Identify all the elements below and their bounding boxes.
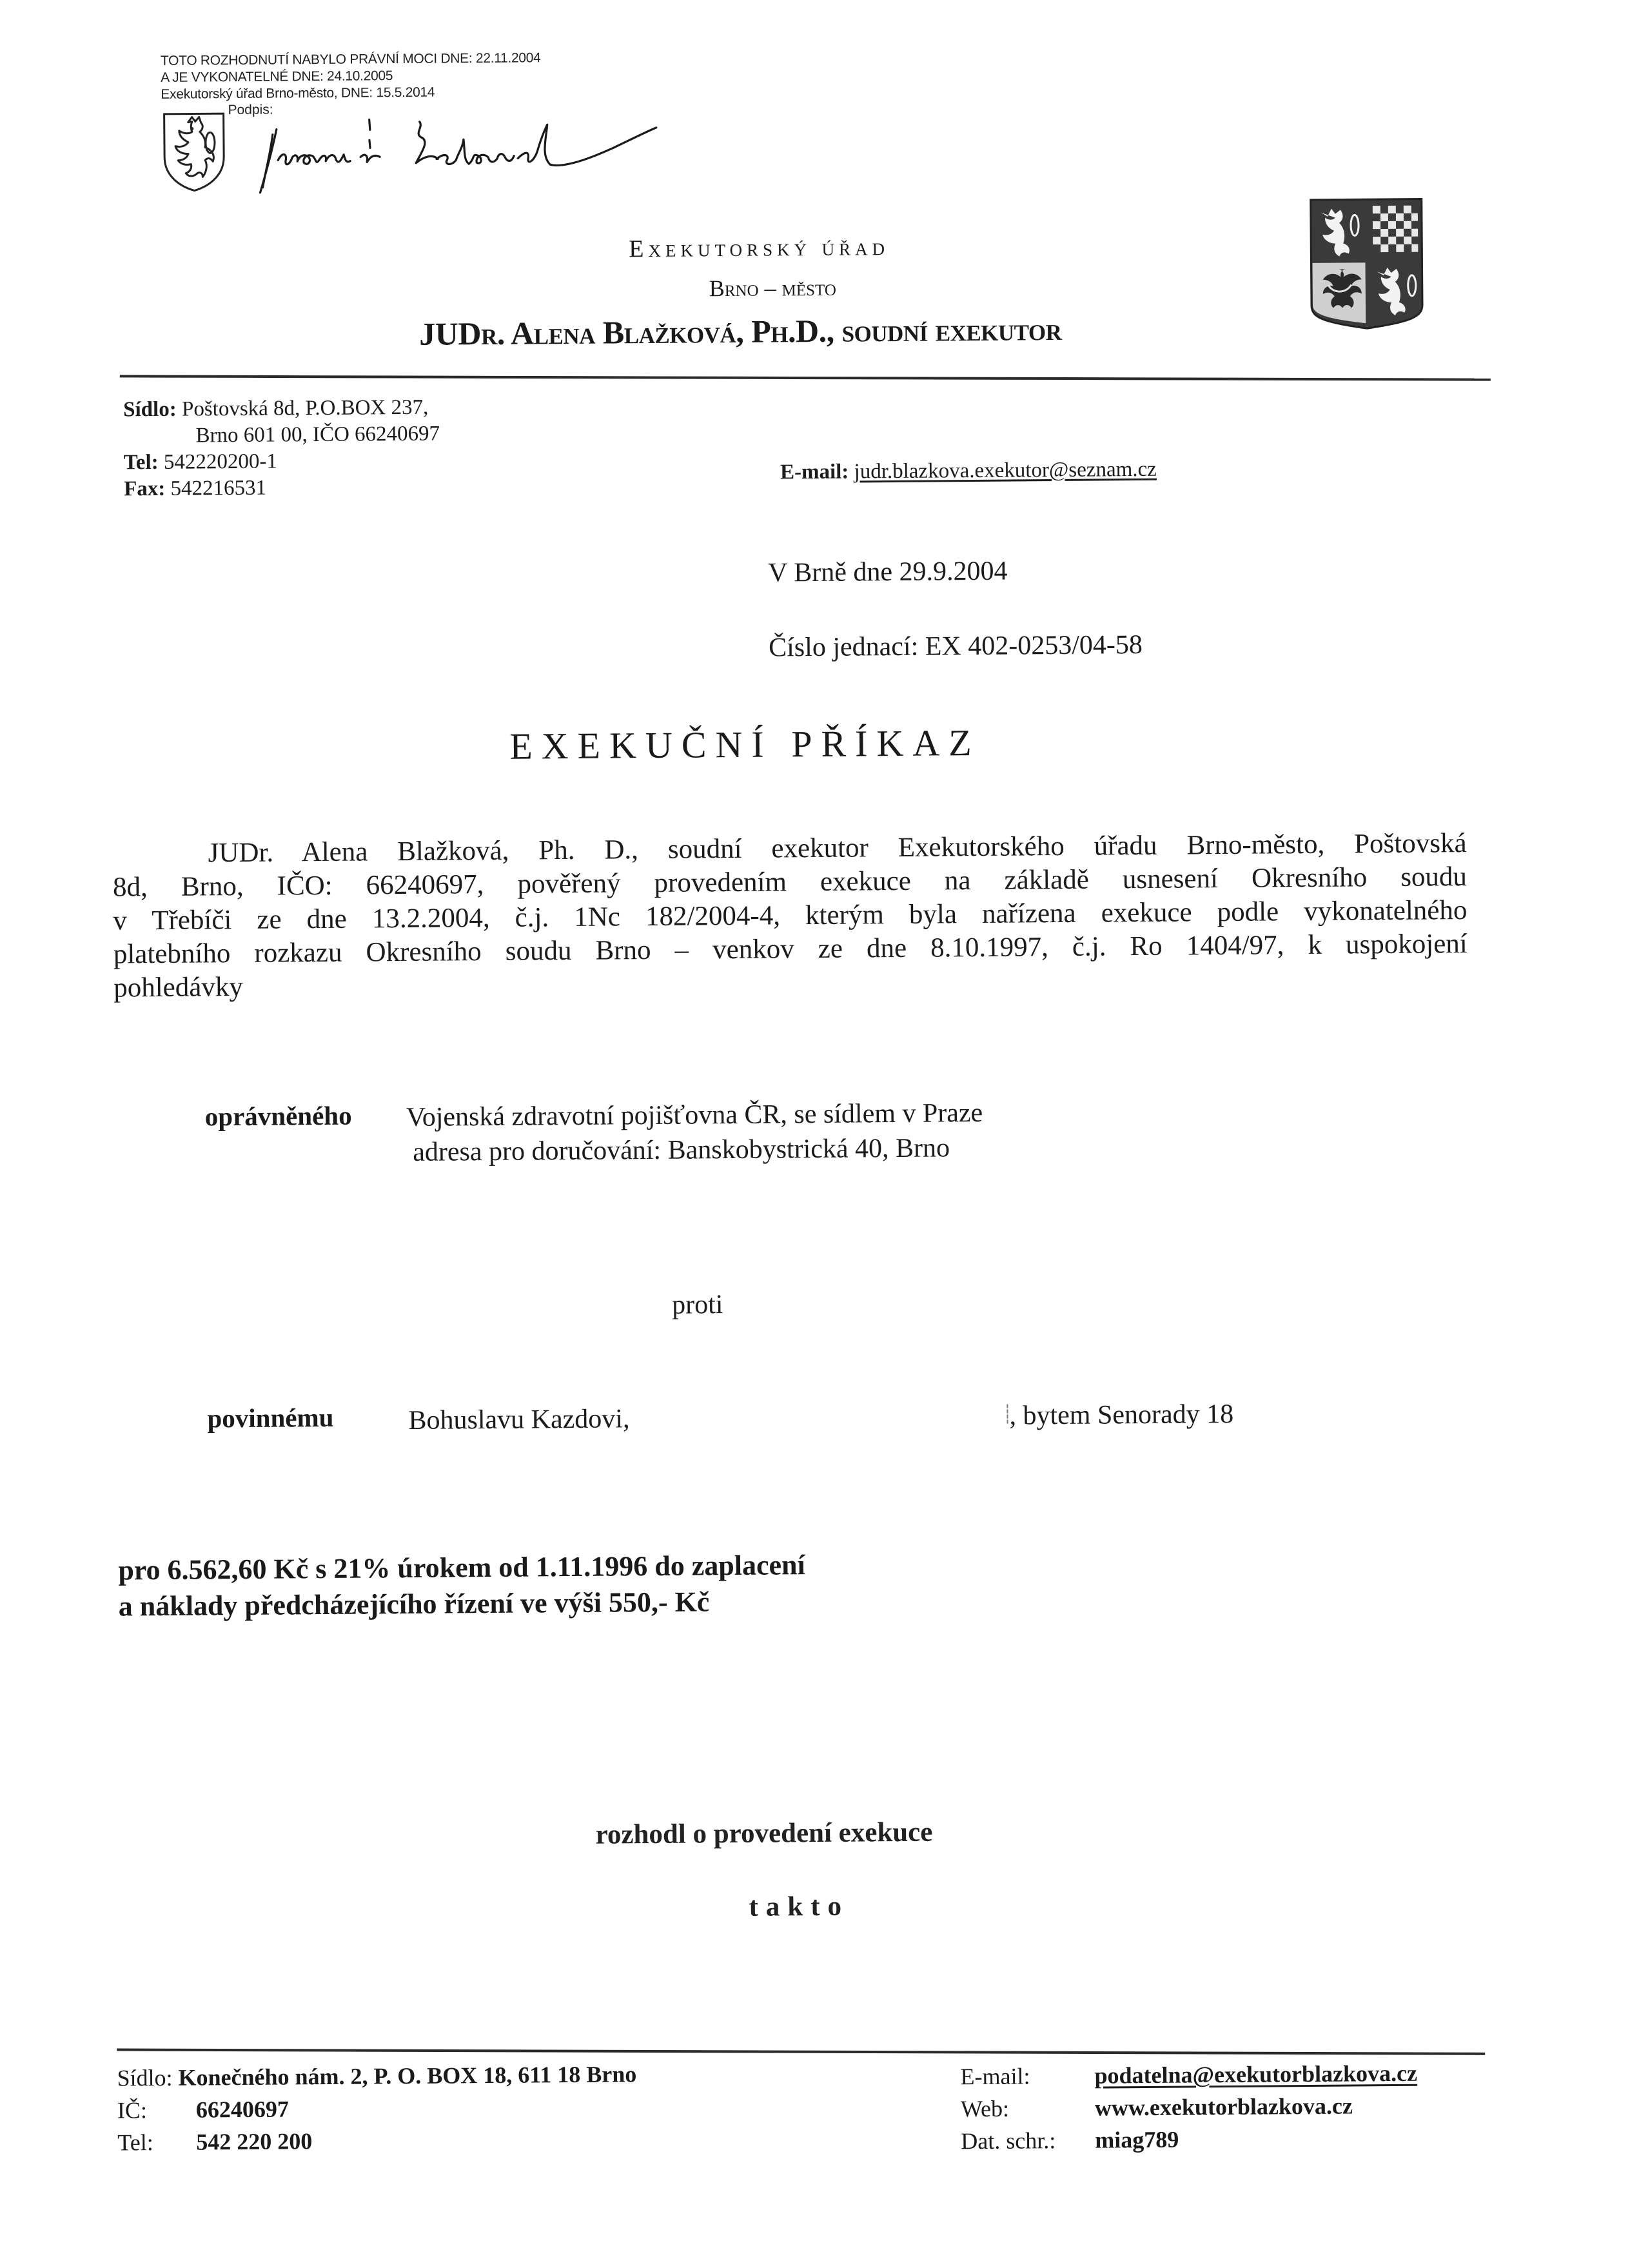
- against-label: proti: [671, 1290, 723, 1320]
- paragraph-line: JUDr. Alena Blažková, Ph. D., soudní exekutor Exekutorského úřadu Brno-město, Poštovská: [208, 828, 1467, 869]
- creditor-name: Vojenská zdravotní pojišťovna ČR, se sídlem v Praze: [406, 1098, 983, 1132]
- footer-databox-row: [961, 2124, 1179, 2157]
- sender-tel-label: Tel:: [123, 450, 159, 475]
- reference-number: Číslo jednací: EX 402-0253/04-58: [768, 629, 1143, 663]
- decision-statement: rozhodl o provedení exekuce: [595, 1817, 933, 1850]
- footer-email-row: [960, 2058, 1417, 2093]
- footer-tel-label: Tel:: [117, 2129, 153, 2156]
- footer-web-label: Web:: [960, 2095, 1010, 2122]
- footer-sidlo-row: [117, 2058, 636, 2093]
- sender-sidlo-label: Sídlo:: [123, 397, 177, 422]
- sender-sidlo-line2: Brno 601 00, IČO 66240697: [195, 422, 440, 448]
- stamp-line-office-date: Exekutorský úřad Brno-město, DNE: 15.5.2014: [161, 84, 435, 102]
- footer-sidlo-label: Sídlo:: [117, 2064, 173, 2091]
- footer-databox-value: miag789: [1095, 2126, 1179, 2153]
- footer-email-label: E-mail:: [960, 2063, 1030, 2090]
- letterhead-city: Brno – město: [709, 274, 836, 302]
- paragraph-line: v Třebíči ze dne 13.2.2004, č.j. 1Nc 182/2004-4, kterým byla nařízena exekuce podle vykonatelného: [113, 895, 1468, 936]
- sender-fax-row: [124, 475, 266, 502]
- sender-tel-row: [124, 449, 277, 476]
- footer-ic-label: IČ:: [117, 2097, 148, 2124]
- takto-label: takto: [749, 1891, 850, 1922]
- paragraph-line: 8d, Brno, IČO: 66240697, pověřený provedením exekuce na základě usnesení Okresního soudu: [112, 862, 1468, 903]
- footer-tel-row: [117, 2125, 312, 2158]
- czech-state-coat-of-arms-icon: [1308, 197, 1426, 330]
- date-line: V Brně dne 29.9.2004: [768, 556, 1008, 588]
- stamp-line-validity: TOTO ROZHODNUTÍ NABYLO PRÁVNÍ MOCI DNE: 22.11.2004: [160, 50, 541, 68]
- header-divider: [120, 375, 1491, 380]
- footer-databox-label: Dat. schr.:: [961, 2127, 1056, 2155]
- footer-tel-value: 542 220 200: [196, 2128, 313, 2155]
- sender-fax-label: Fax:: [124, 477, 166, 501]
- stamp-line-enforceable: A JE VYKONATELNÉ DNE: 24.10.2005: [161, 68, 393, 85]
- amount-line-principal: pro 6.562,60 Kč s 21% úrokem od 1.11.1996 do zaplacení: [118, 1549, 805, 1586]
- sender-tel-value: 542220200-1: [163, 449, 278, 474]
- sender-email-row: [780, 457, 1157, 486]
- main-paragraph: [112, 827, 1468, 1005]
- paragraph-line: pohledávky: [113, 971, 244, 1003]
- debtor-name: Bohuslavu Kazdovi,: [408, 1404, 630, 1435]
- debtor-label: povinnému: [207, 1402, 334, 1434]
- handwritten-signature: [253, 112, 660, 199]
- czech-lion-shield-icon: [162, 112, 226, 192]
- footer-web-row: [961, 2090, 1353, 2124]
- stamp-podpis-label: Podpis:: [228, 102, 273, 118]
- letterhead-office: Exekutorský úřad: [629, 233, 890, 263]
- creditor-label: oprávněného: [204, 1100, 352, 1132]
- creditor-address: adresa pro doručování: Banskobystrická 40, Brno: [413, 1133, 950, 1167]
- paragraph-line: platebního rozkazu Okresního soudu Brno – venkov ze dne 8.10.1997, č.j. Ro 1404/97, k uspokojení: [113, 929, 1468, 970]
- sender-email-label: E-mail:: [780, 460, 849, 484]
- amount-line-costs: a náklady předcházejícího řízení ve výši 550,- Kč: [118, 1586, 710, 1622]
- sender-sidlo-row: [123, 395, 428, 423]
- sender-fax-value: 542216531: [170, 476, 267, 500]
- footer-web-link[interactable]: www.exekutorblazkova.cz: [1094, 2093, 1353, 2121]
- footer-email-link[interactable]: podatelna@exekutorblazkova.cz: [1094, 2060, 1418, 2089]
- footer-ic-value: 66240697: [195, 2096, 290, 2123]
- letterhead-executor-name: JUDr. Alena Blažková, Ph.D., soudní exekutor: [419, 310, 1062, 352]
- sender-sidlo-line1: Poštovská 8d, P.O.BOX 237,: [181, 395, 429, 421]
- sender-email-link[interactable]: judr.blazkova.exekutor@seznam.cz: [854, 457, 1157, 484]
- debtor-address: , bytem Senorady 18: [1009, 1399, 1234, 1431]
- footer-ic-row: [117, 2093, 289, 2125]
- footer-divider: [117, 2049, 1485, 2055]
- footer-sidlo-value: Konečného nám. 2, P. O. BOX 18, 611 18 Brno: [178, 2061, 637, 2091]
- document-title: EXEKUČNÍ PŘÍKAZ: [509, 721, 981, 767]
